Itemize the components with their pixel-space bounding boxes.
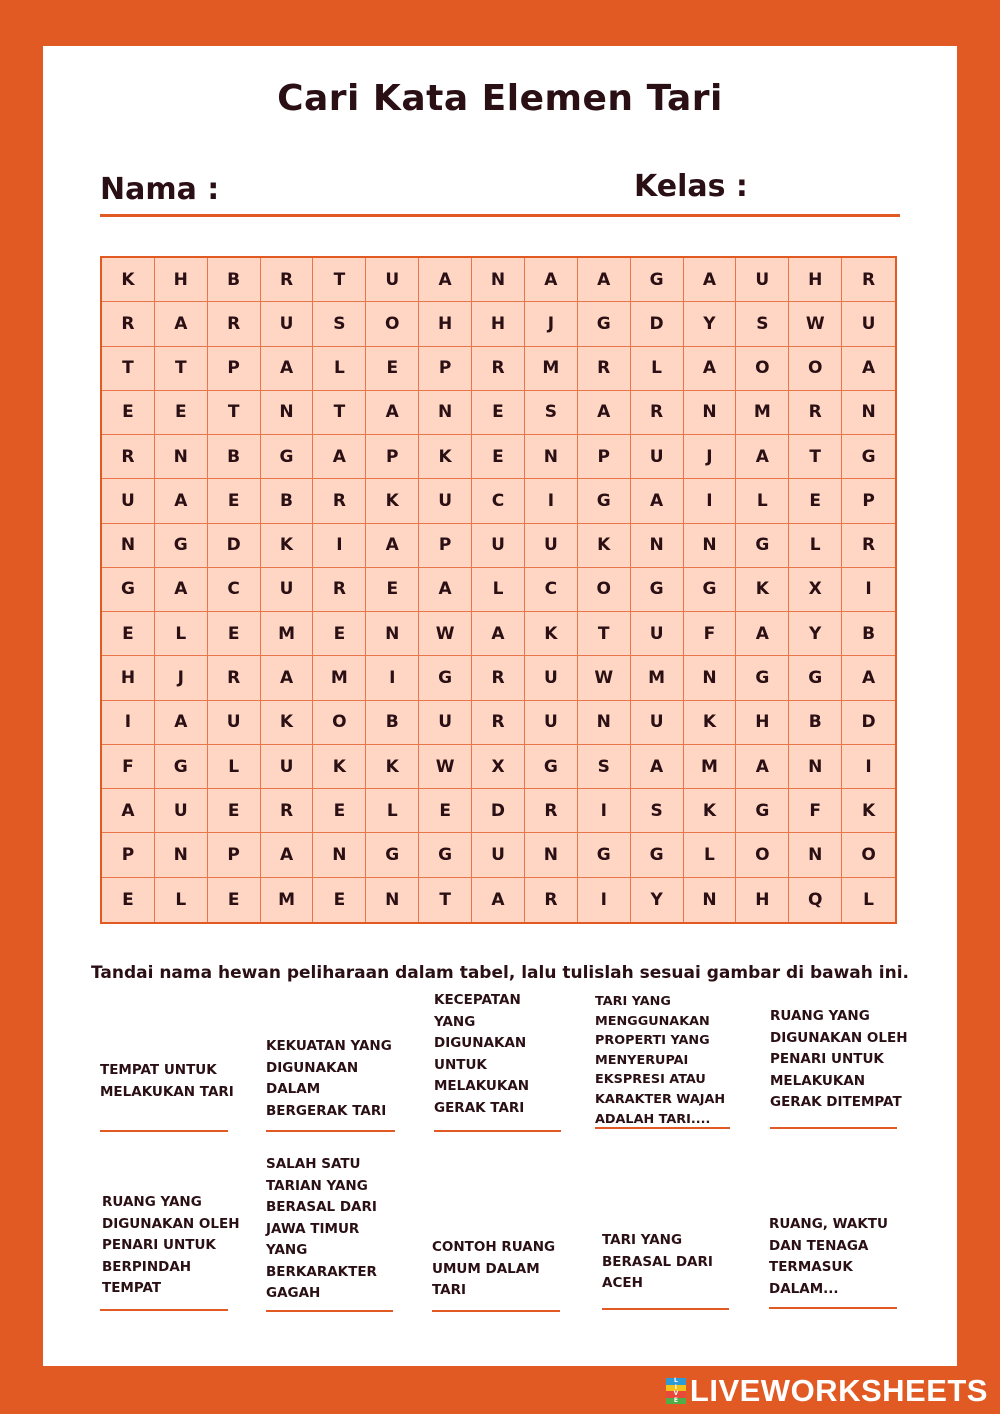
clue-10: RUANG, WAKTU DAN TENAGA TERMASUK DALAM... <box>769 1216 888 1297</box>
grid-cell[interactable]: G <box>366 833 419 877</box>
grid-cell[interactable]: W <box>419 612 472 656</box>
grid-cell[interactable]: R <box>313 568 366 612</box>
grid-cell[interactable]: A <box>155 479 208 523</box>
grid-cell[interactable]: U <box>419 701 472 745</box>
grid-cell[interactable]: F <box>789 789 842 833</box>
grid-cell[interactable]: G <box>736 656 789 700</box>
grid-cell[interactable]: A <box>102 789 155 833</box>
grid-cell[interactable]: R <box>472 656 525 700</box>
grid-cell[interactable]: U <box>631 701 684 745</box>
worksheet-title: Cari Kata Elemen Tari <box>277 78 723 119</box>
grid-cell[interactable]: N <box>366 878 419 922</box>
grid-cell[interactable]: H <box>789 258 842 302</box>
grid-cell[interactable]: E <box>208 612 261 656</box>
clue-8: CONTOH RUANG UMUM DALAM TARI <box>432 1239 556 1298</box>
clue-1: TEMPAT UNTUK MELAKUKAN TARI <box>100 1062 234 1100</box>
clue-3: KECEPATAN YANG DIGUNAKAN UNTUK MELAKUKAN GERAK TARI <box>434 992 530 1116</box>
answer-line-7[interactable] <box>266 1310 393 1312</box>
grid-cell[interactable]: O <box>578 568 631 612</box>
grid-cell[interactable]: A <box>842 347 895 391</box>
grid-cell[interactable]: K <box>684 701 737 745</box>
grid-cell[interactable]: U <box>155 789 208 833</box>
grid-cell[interactable]: A <box>261 656 314 700</box>
grid-cell[interactable]: R <box>525 789 578 833</box>
clue-4: TARI YANG MENGGUNAKAN PROPERTI YANG MENYERUPAI EKSPRESI ATAU KARAKTER WAJAH ADALAH TARI.... <box>595 994 726 1127</box>
liveworksheets-logo-text: LIVEWORKSHEETS <box>689 1373 988 1408</box>
grid-cell[interactable]: E <box>102 878 155 922</box>
logo-icon-letter: I <box>666 1385 686 1392</box>
grid-cell[interactable]: I <box>842 568 895 612</box>
grid-cell[interactable]: I <box>578 878 631 922</box>
grid-cell[interactable]: A <box>155 701 208 745</box>
grid-cell[interactable]: U <box>736 258 789 302</box>
grid-cell[interactable]: M <box>261 612 314 656</box>
grid-cell[interactable]: U <box>631 612 684 656</box>
grid-cell[interactable]: O <box>736 833 789 877</box>
grid-cell[interactable]: A <box>155 302 208 346</box>
grid-cell[interactable]: G <box>842 435 895 479</box>
grid-cell[interactable]: E <box>313 878 366 922</box>
grid-cell[interactable]: G <box>578 479 631 523</box>
clue-5: RUANG YANG DIGUNAKAN OLEH PENARI UNTUK MELAKUKAN GERAK DITEMPAT <box>770 1008 908 1110</box>
grid-cell[interactable]: R <box>208 656 261 700</box>
grid-cell[interactable]: N <box>525 833 578 877</box>
grid-cell[interactable]: G <box>736 524 789 568</box>
answer-line-1[interactable] <box>100 1130 228 1132</box>
grid-cell[interactable]: T <box>789 435 842 479</box>
grid-cell[interactable]: N <box>313 833 366 877</box>
clue-9: TARI YANG BERASAL DARI ACEH <box>602 1232 713 1291</box>
grid-cell[interactable]: I <box>366 656 419 700</box>
grid-cell[interactable]: U <box>525 524 578 568</box>
grid-cell[interactable]: L <box>208 745 261 789</box>
grid-cell[interactable]: I <box>102 701 155 745</box>
grid-cell[interactable]: P <box>578 435 631 479</box>
grid-cell[interactable]: C <box>472 479 525 523</box>
grid-cell[interactable]: N <box>684 656 737 700</box>
grid-cell[interactable]: P <box>419 347 472 391</box>
grid-cell[interactable]: S <box>736 302 789 346</box>
name-class-underline <box>100 214 900 217</box>
grid-cell[interactable]: K <box>313 745 366 789</box>
grid-cell[interactable]: A <box>366 524 419 568</box>
grid-cell[interactable]: I <box>578 789 631 833</box>
logo-icon-letter: L <box>666 1378 686 1385</box>
grid-cell[interactable]: U <box>102 479 155 523</box>
grid-cell[interactable]: N <box>578 701 631 745</box>
grid-cell[interactable]: F <box>102 745 155 789</box>
grid-cell[interactable]: N <box>525 435 578 479</box>
answer-line-9[interactable] <box>602 1308 729 1310</box>
grid-cell[interactable]: E <box>472 391 525 435</box>
answer-line-10[interactable] <box>769 1307 897 1309</box>
grid-cell[interactable]: J <box>525 302 578 346</box>
grid-cell[interactable]: E <box>366 568 419 612</box>
grid-cell[interactable]: N <box>684 391 737 435</box>
grid-cell[interactable]: S <box>313 302 366 346</box>
grid-cell[interactable]: A <box>684 258 737 302</box>
grid-cell[interactable]: M <box>631 656 684 700</box>
grid-cell[interactable]: T <box>155 347 208 391</box>
grid-cell[interactable]: R <box>208 302 261 346</box>
answer-line-4[interactable] <box>595 1127 730 1129</box>
grid-cell[interactable]: A <box>419 568 472 612</box>
grid-cell[interactable]: L <box>789 524 842 568</box>
logo-icon-letter: E <box>666 1398 686 1405</box>
name-label: Nama : <box>100 172 220 207</box>
grid-cell[interactable]: Y <box>789 612 842 656</box>
grid-cell[interactable]: Y <box>631 878 684 922</box>
grid-cell[interactable]: G <box>102 568 155 612</box>
grid-cell[interactable]: R <box>631 391 684 435</box>
grid-cell[interactable]: N <box>789 833 842 877</box>
grid-cell[interactable]: G <box>419 833 472 877</box>
grid-cell[interactable]: D <box>208 524 261 568</box>
grid-cell[interactable]: K <box>366 479 419 523</box>
grid-cell[interactable]: L <box>155 612 208 656</box>
grid-cell[interactable]: J <box>155 656 208 700</box>
grid-cell[interactable]: M <box>525 347 578 391</box>
grid-cell[interactable]: R <box>842 258 895 302</box>
grid-cell[interactable]: U <box>842 302 895 346</box>
grid-cell[interactable]: P <box>208 833 261 877</box>
answer-line-5[interactable] <box>770 1127 897 1129</box>
grid-cell[interactable]: Y <box>684 302 737 346</box>
grid-cell[interactable]: G <box>631 833 684 877</box>
grid-cell[interactable]: T <box>419 878 472 922</box>
grid-cell[interactable]: A <box>525 258 578 302</box>
logo-icon-letter: V <box>666 1391 686 1398</box>
grid-cell[interactable]: R <box>525 878 578 922</box>
grid-cell[interactable]: A <box>578 258 631 302</box>
grid-cell[interactable]: M <box>261 878 314 922</box>
grid-cell[interactable]: G <box>525 745 578 789</box>
clue-6: RUANG YANG DIGUNAKAN OLEH PENARI UNTUK BERPINDAH TEMPAT <box>102 1194 240 1296</box>
grid-cell[interactable]: E <box>313 789 366 833</box>
grid-cell[interactable]: M <box>736 391 789 435</box>
grid-cell[interactable]: G <box>578 833 631 877</box>
grid-cell[interactable]: A <box>736 745 789 789</box>
grid-cell[interactable]: T <box>102 347 155 391</box>
instruction-text: Tandai nama hewan peliharaan dalam tabel, lalu tulislah sesuai gambar di bawah ini. <box>90 963 910 983</box>
grid-cell[interactable]: A <box>684 347 737 391</box>
grid-cell[interactable]: H <box>102 656 155 700</box>
grid-cell[interactable]: L <box>366 789 419 833</box>
grid-cell[interactable]: A <box>261 347 314 391</box>
grid-cell[interactable]: S <box>631 789 684 833</box>
grid-cell[interactable]: P <box>419 524 472 568</box>
grid-cell[interactable]: E <box>472 435 525 479</box>
grid-cell[interactable]: H <box>736 878 789 922</box>
grid-cell[interactable]: R <box>842 524 895 568</box>
grid-cell[interactable]: P <box>208 347 261 391</box>
clue-2: KEKUATAN YANG DIGUNAKAN DALAM BERGERAK TARI <box>266 1038 392 1119</box>
grid-cell[interactable]: K <box>842 789 895 833</box>
grid-cell[interactable]: N <box>155 435 208 479</box>
grid-cell[interactable]: G <box>736 789 789 833</box>
grid-cell[interactable]: B <box>366 701 419 745</box>
grid-cell[interactable]: U <box>525 701 578 745</box>
grid-cell[interactable]: R <box>789 391 842 435</box>
grid-cell[interactable]: B <box>208 258 261 302</box>
grid-cell[interactable]: S <box>525 391 578 435</box>
grid-cell[interactable]: I <box>684 479 737 523</box>
grid-cell[interactable]: L <box>684 833 737 877</box>
grid-cell[interactable]: R <box>472 347 525 391</box>
grid-cell[interactable]: X <box>789 568 842 612</box>
grid-cell[interactable]: A <box>736 612 789 656</box>
grid-cell[interactable]: N <box>684 524 737 568</box>
grid-cell[interactable]: U <box>419 479 472 523</box>
grid-cell[interactable]: U <box>366 258 419 302</box>
grid-cell[interactable]: N <box>419 391 472 435</box>
grid-cell[interactable]: R <box>313 479 366 523</box>
grid-cell[interactable]: P <box>366 435 419 479</box>
grid-cell[interactable]: H <box>155 258 208 302</box>
grid-cell[interactable]: W <box>578 656 631 700</box>
grid-cell[interactable]: U <box>261 302 314 346</box>
grid-cell[interactable]: P <box>842 479 895 523</box>
grid-cell[interactable]: E <box>208 878 261 922</box>
grid-cell[interactable]: E <box>313 612 366 656</box>
grid-cell[interactable]: N <box>631 524 684 568</box>
grid-cell[interactable]: K <box>525 612 578 656</box>
grid-cell[interactable]: N <box>102 524 155 568</box>
grid-cell[interactable]: D <box>631 302 684 346</box>
grid-cell[interactable]: E <box>102 391 155 435</box>
grid-cell[interactable]: N <box>261 391 314 435</box>
grid-cell[interactable]: E <box>155 391 208 435</box>
grid-cell[interactable]: N <box>789 745 842 789</box>
grid-cell[interactable]: G <box>578 302 631 346</box>
grid-cell[interactable]: H <box>419 302 472 346</box>
grid-cell[interactable]: S <box>578 745 631 789</box>
grid-cell[interactable]: M <box>684 745 737 789</box>
grid-cell[interactable]: G <box>631 568 684 612</box>
grid-cell[interactable]: U <box>472 833 525 877</box>
grid-cell[interactable]: K <box>684 789 737 833</box>
grid-cell[interactable]: A <box>578 391 631 435</box>
grid-cell[interactable]: K <box>102 258 155 302</box>
grid-cell[interactable]: I <box>525 479 578 523</box>
grid-cell[interactable]: E <box>366 347 419 391</box>
grid-cell[interactable]: A <box>155 568 208 612</box>
grid-cell[interactable]: L <box>313 347 366 391</box>
grid-cell[interactable]: J <box>684 435 737 479</box>
grid-cell[interactable]: U <box>525 656 578 700</box>
grid-cell[interactable]: T <box>578 612 631 656</box>
grid-cell[interactable]: D <box>472 789 525 833</box>
grid-cell[interactable]: R <box>102 435 155 479</box>
grid-cell[interactable]: A <box>736 435 789 479</box>
grid-cell[interactable]: R <box>472 701 525 745</box>
grid-cell[interactable]: T <box>313 258 366 302</box>
grid-cell[interactable]: L <box>631 347 684 391</box>
grid-cell[interactable]: E <box>208 479 261 523</box>
grid-cell[interactable]: K <box>366 745 419 789</box>
grid-cell[interactable]: F <box>684 612 737 656</box>
clue-7: SALAH SATU TARIAN YANG BERASAL DARI JAWA TIMUR YANG BERKARAKTER GAGAH <box>266 1156 377 1301</box>
grid-cell[interactable]: N <box>842 391 895 435</box>
grid-cell[interactable]: A <box>472 612 525 656</box>
grid-cell[interactable]: K <box>578 524 631 568</box>
grid-cell[interactable]: K <box>419 435 472 479</box>
grid-cell[interactable]: Q <box>789 878 842 922</box>
grid-cell[interactable]: U <box>208 701 261 745</box>
class-label: Kelas : <box>634 169 748 204</box>
grid-cell[interactable]: O <box>736 347 789 391</box>
grid-cell[interactable]: W <box>789 302 842 346</box>
grid-cell[interactable]: R <box>578 347 631 391</box>
grid-cell[interactable]: N <box>684 878 737 922</box>
grid-cell[interactable]: G <box>419 656 472 700</box>
grid-cell[interactable]: M <box>313 656 366 700</box>
grid-cell[interactable]: W <box>419 745 472 789</box>
grid-cell[interactable]: C <box>208 568 261 612</box>
grid-cell[interactable]: G <box>631 258 684 302</box>
grid-cell[interactable]: G <box>155 745 208 789</box>
grid-cell[interactable]: L <box>472 568 525 612</box>
grid-cell[interactable]: N <box>155 833 208 877</box>
grid-cell[interactable]: O <box>366 302 419 346</box>
grid-cell[interactable]: U <box>472 524 525 568</box>
grid-cell[interactable]: R <box>261 789 314 833</box>
grid-cell[interactable]: A <box>419 258 472 302</box>
grid-cell[interactable]: E <box>102 612 155 656</box>
grid-cell[interactable]: U <box>261 745 314 789</box>
grid-cell[interactable]: X <box>472 745 525 789</box>
grid-cell[interactable]: B <box>789 701 842 745</box>
answer-line-6[interactable] <box>100 1309 228 1311</box>
answer-line-2[interactable] <box>266 1130 395 1132</box>
answer-line-3[interactable] <box>434 1130 561 1132</box>
grid-cell[interactable]: K <box>261 701 314 745</box>
grid-cell[interactable]: U <box>261 568 314 612</box>
grid-cell[interactable]: I <box>842 745 895 789</box>
liveworksheets-logo-icon <box>666 1378 686 1404</box>
liveworksheets-logo[interactable] <box>666 1373 988 1409</box>
grid-cell[interactable]: E <box>208 789 261 833</box>
grid-cell[interactable]: R <box>261 258 314 302</box>
grid-cell[interactable]: U <box>631 435 684 479</box>
grid-cell[interactable]: R <box>102 302 155 346</box>
grid-cell[interactable]: B <box>261 479 314 523</box>
grid-cell[interactable]: G <box>789 656 842 700</box>
grid-cell[interactable]: O <box>842 833 895 877</box>
grid-cell[interactable]: P <box>102 833 155 877</box>
grid-cell[interactable]: A <box>261 833 314 877</box>
grid-cell[interactable]: C <box>525 568 578 612</box>
answer-line-8[interactable] <box>432 1310 560 1312</box>
grid-cell[interactable]: I <box>313 524 366 568</box>
grid-cell[interactable]: E <box>789 479 842 523</box>
grid-cell[interactable]: A <box>313 435 366 479</box>
grid-cell[interactable]: G <box>261 435 314 479</box>
grid-cell[interactable]: O <box>789 347 842 391</box>
grid-cell[interactable]: A <box>842 656 895 700</box>
grid-cell[interactable]: A <box>631 745 684 789</box>
grid-cell[interactable]: B <box>208 435 261 479</box>
grid-cell[interactable]: G <box>684 568 737 612</box>
grid-cell[interactable]: A <box>366 391 419 435</box>
grid-cell[interactable]: O <box>313 701 366 745</box>
grid-cell[interactable]: N <box>472 258 525 302</box>
grid-cell[interactable]: L <box>155 878 208 922</box>
word-search-grid[interactable] <box>100 256 897 924</box>
grid-cell[interactable]: B <box>842 612 895 656</box>
grid-cell[interactable]: N <box>366 612 419 656</box>
grid-cell[interactable]: T <box>208 391 261 435</box>
grid-cell[interactable]: L <box>863 889 874 910</box>
grid-cell[interactable]: G <box>155 524 208 568</box>
grid-cell[interactable]: A <box>631 479 684 523</box>
grid-cell[interactable]: K <box>736 568 789 612</box>
grid-cell[interactable]: E <box>419 789 472 833</box>
grid-cell[interactable]: L <box>736 479 789 523</box>
grid-cell[interactable]: H <box>736 701 789 745</box>
grid-cell[interactable]: A <box>472 878 525 922</box>
grid-cell[interactable]: H <box>472 302 525 346</box>
grid-cell[interactable]: T <box>313 391 366 435</box>
grid-cell[interactable]: K <box>261 524 314 568</box>
grid-cell[interactable]: D <box>842 701 895 745</box>
